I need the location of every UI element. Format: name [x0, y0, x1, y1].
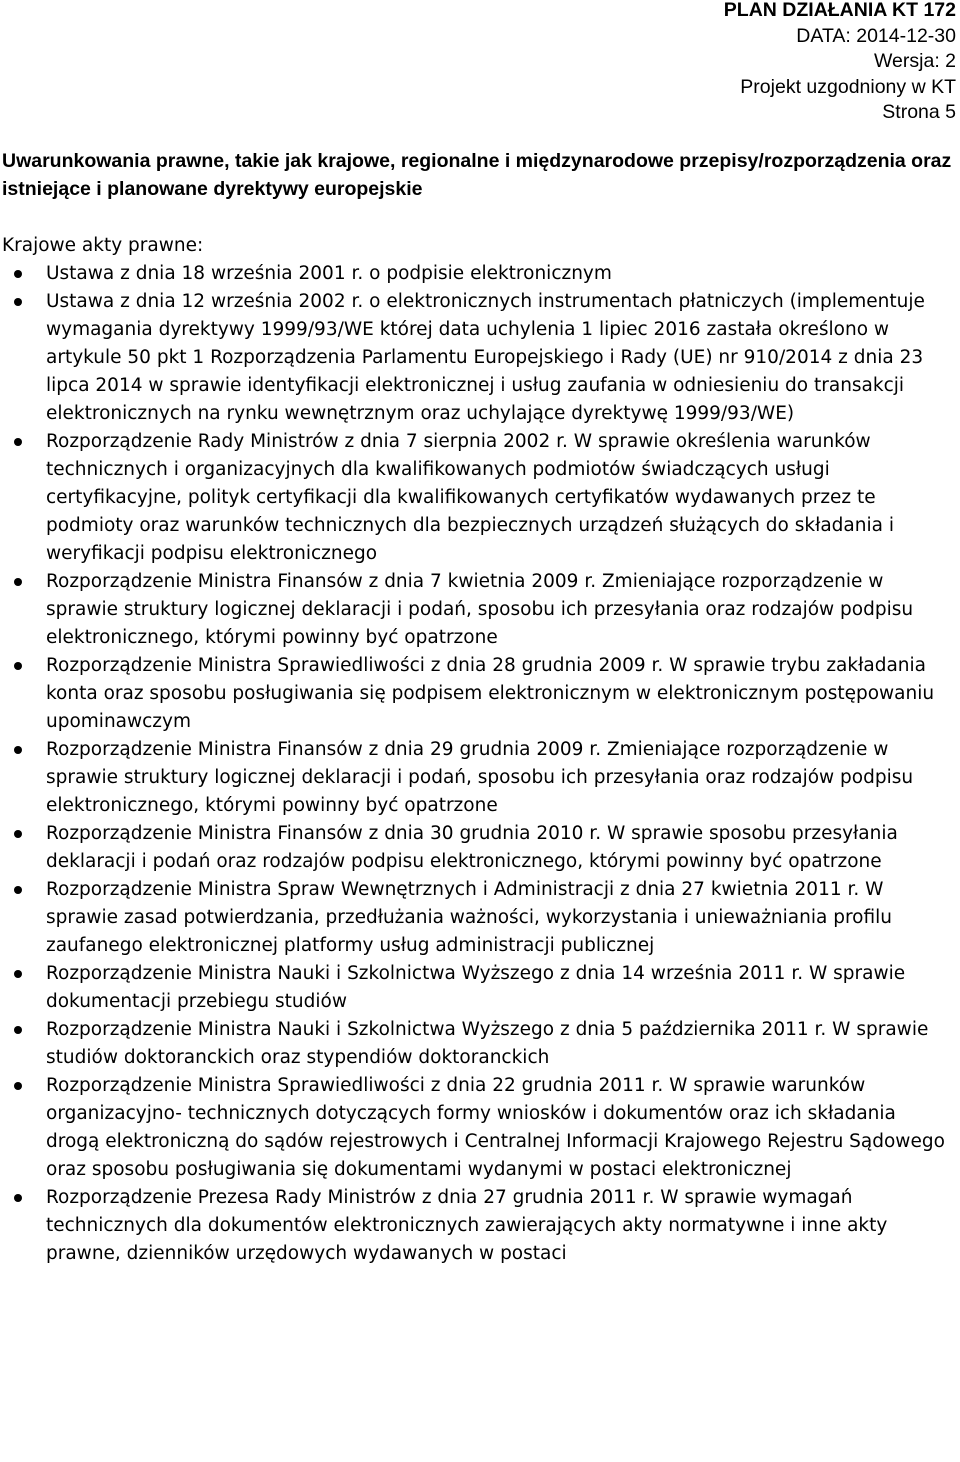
- document-header: [724, 0, 956, 126]
- bullet-icon: [14, 1026, 22, 1034]
- bullet-icon: [14, 830, 22, 838]
- list-item-text: Rozporządzenie Ministra Nauki i Szkolnictwa Wyższego z dnia 5 października 2011 r. W sprawie studiów doktoranckich oraz stypendiów doktoranckich: [46, 1019, 929, 1068]
- list-item: [0, 960, 960, 1016]
- plan-title: PLAN DZIAŁANIA KT 172: [723, 0, 956, 21]
- list-item-text: Rozporządzenie Ministra Finansów z dnia 30 grudnia 2010 r. W sprawie sposobu przesyłania deklaracji i podań oraz rodzajów podpisu elektronicznego, którymi powinny być opatrzone: [46, 823, 898, 872]
- bullet-icon: [14, 1194, 22, 1202]
- list-item-text: Ustawa z dnia 12 września 2002 r. o elektronicznych instrumentach płatniczych (implementuje wymagania dyrektywy 1999/93/WE której data uchylenia 1 lipiec 2016 zastała określono w artykule 50 pkt 1 Rozporządzenia Parlamentu Europejskiego i Rady (UE) nr 910/2014 z dnia 23 lipca 2014 w sprawie identyfikacji elektronicznej i usług zaufania w odniesieniu do transakcji elektronicznych na rynku wewnętrznym oraz uchylające dyrektywę 1999/93/WE): [46, 291, 925, 424]
- list-item-text: Rozporządzenie Ministra Finansów z dnia 7 kwietnia 2009 r. Zmieniające rozporządzenie w sprawie struktury logicznej deklaracji i podań, sposobu ich przesyłania oraz rodzajów podpisu elektronicznego, którymi powinny być opatrzone: [46, 571, 914, 648]
- bullet-icon: [14, 662, 22, 670]
- list-item-text: Rozporządzenie Prezesa Rady Ministrów z dnia 27 grudnia 2011 r. W sprawie wymagań technicznych dla dokumentów elektronicznych zawierających akty normatywne i inne akty prawne, dzienników urzędowych wydawanych w postaci: [46, 1187, 888, 1264]
- section-subheading: Krajowe akty prawne:: [2, 235, 204, 256]
- document-status: Projekt uzgodniony w KT: [740, 75, 956, 98]
- bullet-icon: [14, 1082, 22, 1090]
- list-item: [0, 260, 960, 288]
- list-item-text: Ustawa z dnia 18 września 2001 r. o podpisie elektronicznym: [46, 263, 612, 284]
- list-item-text: Rozporządzenie Ministra Nauki i Szkolnictwa Wyższego z dnia 14 września 2011 r. W sprawie dokumentacji przebiegu studiów: [46, 963, 906, 1012]
- list-item-text: Rozporządzenie Ministra Sprawiedliwości z dnia 28 grudnia 2009 r. W sprawie trybu zakładania konta oraz sposobu posługiwania się podpisem elektronicznym w elektronicznym postępowaniu upominawczym: [46, 655, 935, 732]
- list-item: [0, 736, 960, 820]
- list-item: [0, 1072, 960, 1184]
- list-item-text: Rozporządzenie Ministra Finansów z dnia 29 grudnia 2009 r. Zmieniające rozporządzenie w sprawie struktury logicznej deklaracji i podań, sposobu ich przesyłania oraz rodzajów podpisu elektronicznego, którymi powinny być opatrzone: [46, 739, 914, 816]
- section-title: Uwarunkowania prawne, takie jak krajowe, regionalne i międzynarodowe przepisy/rozporządzenia oraz istniejące i planowane dyrektywy europejskie: [2, 150, 952, 200]
- list-item-text: Rozporządzenie Ministra Spraw Wewnętrznych i Administracji z dnia 27 kwietnia 2011 r. W sprawie zasad potwierdzania, przedłużania ważności, wykorzystania i unieważniania profilu zaufanego elektronicznej platformy usług administracji publicznej: [46, 879, 892, 956]
- list-item: [0, 1184, 960, 1268]
- bullet-icon: [14, 970, 22, 978]
- bullet-icon: [14, 578, 22, 586]
- list-item: [0, 1016, 960, 1072]
- list-item-text: Rozporządzenie Rady Ministrów z dnia 7 sierpnia 2002 r. W sprawie określenia warunków technicznych i organizacyjnych dla kwalifikowanych podmiotów świadczących usługi certyfikacyjne, polityk certyfikacji dla kwalifikowanych certyfikatów wydawanych przez te podmioty oraz warunków technicznych dla bezpiecznych urządzeń służących do składania i weryfikacji podpisu elektronicznego: [46, 431, 894, 564]
- list-item: [0, 288, 960, 428]
- legal-acts-list: [0, 260, 960, 1268]
- list-item: [0, 820, 960, 876]
- bullet-icon: [14, 270, 22, 278]
- bullet-icon: [14, 746, 22, 754]
- document-version: Wersja: 2: [874, 50, 956, 72]
- list-item: [0, 876, 960, 960]
- bullet-icon: [14, 298, 22, 306]
- list-item: [0, 568, 960, 652]
- list-item-text: Rozporządzenie Ministra Sprawiedliwości z dnia 22 grudnia 2011 r. W sprawie warunków organizacyjno- technicznych dotyczących formy wniosków i dokumentów oraz ich składania drogą elektroniczną do sądów rejestrowych i Centralnej Informacji Krajowego Rejestru Sądowego oraz sposobu posługiwania się dokumentami wydanymi w postaci elektronicznej: [46, 1075, 945, 1180]
- bullet-icon: [14, 438, 22, 446]
- document-date: DATA: 2014-12-30: [796, 24, 956, 47]
- page-number: Strona 5: [882, 101, 956, 123]
- bullet-icon: [14, 886, 22, 894]
- list-item: [0, 652, 960, 736]
- list-item: [0, 428, 960, 568]
